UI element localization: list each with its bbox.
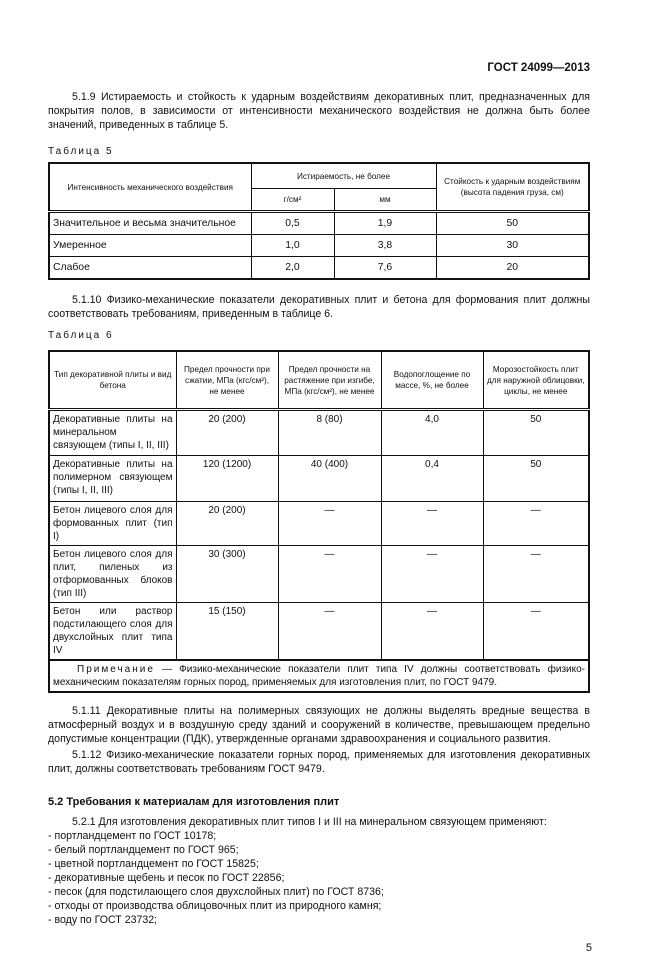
cell: 30 (300): [176, 546, 278, 603]
list-item: - отходы от производства облицовочных плит из природного камня;: [48, 900, 382, 912]
cell: Декоративные плиты на минеральном связующем (типы I, II, III): [49, 410, 176, 456]
cell: 15 (150): [176, 603, 278, 661]
cell: 0,5: [251, 212, 334, 235]
cell: 8 (80): [278, 410, 381, 456]
cell: —: [278, 502, 381, 546]
table-row: [49, 235, 589, 257]
table-row: [49, 257, 589, 280]
header-unit-mm: мм: [334, 189, 436, 212]
cell: 3,8: [334, 235, 436, 257]
header-bending: Предел прочности на растяжение при изгибе, МПа (кгс/см²), не менее: [278, 351, 381, 410]
header-frost-resistance: Морозостойкость плит для наружной облицовки, циклы, не менее: [483, 351, 589, 410]
header-water-absorption: Водопоглощение по массе, %, не более: [381, 351, 483, 410]
cell: Бетон или раствор подстилающего слоя для двухслойных плит типа IV: [49, 603, 176, 661]
paragraph-5-2-1: 5.2.1 Для изготовления декоративных плит типов I и III на минеральном связующем применяют:: [72, 816, 547, 828]
materials-list: [48, 829, 590, 927]
table-note-row: [49, 660, 589, 692]
cell: Значительное и весьма значительное: [49, 212, 251, 235]
table-5-label: Таблица 5: [48, 146, 114, 157]
paragraph-5-1-9: 5.1.9 Истираемость и стойкость к ударным воздействиям декоративных плит, предназначенных для покрытия полов, в зависимости от интенсивности механического воздействия не должна быть более значений, приведенных в таблице 5.: [48, 91, 590, 131]
document-id: ГОСТ 24099—2013: [487, 62, 590, 74]
cell: 50: [483, 410, 589, 456]
cell: 50: [483, 456, 589, 502]
header-impact: Стойкость к ударным воздействиям (высота падения груза, см): [436, 163, 589, 212]
note-label: Примечание: [77, 664, 155, 675]
cell: Бетон лицевого слоя для плит, пиленых из отформованных блоков (тип III): [49, 546, 176, 603]
cell: Слабое: [49, 257, 251, 280]
list-item: - портландцемент по ГОСТ 10178;: [48, 830, 217, 842]
table-row: [49, 410, 589, 456]
list-item: - песок (для подстилающего слоя двухслойных плит) по ГОСТ 8736;: [48, 886, 384, 898]
cell: Бетон лицевого слоя для формованных плит (тип I): [49, 502, 176, 546]
list-item: - цветной портландцемент по ГОСТ 15825;: [48, 858, 259, 870]
cell: 120 (1200): [176, 456, 278, 502]
cell: 50: [436, 212, 589, 235]
cell: 0,4: [381, 456, 483, 502]
cell: 2,0: [251, 257, 334, 280]
cell: 1,9: [334, 212, 436, 235]
table-row: [49, 546, 589, 603]
table-row: [49, 212, 589, 235]
cell: Умеренное: [49, 235, 251, 257]
paragraph-5-1-10: 5.1.10 Физико-механические показатели декоративных плит и бетона для формования плит должны соответствовать требованиям, приведенным в таблице 6.: [48, 294, 590, 320]
cell: Декоративные плиты на полимерном связующем (типы I, II, III): [49, 456, 176, 502]
cell: —: [381, 502, 483, 546]
list-item: - декоративные щебень и песок по ГОСТ 22856;: [48, 872, 285, 884]
paragraph-5-1-11: 5.1.11 Декоративные плиты на полимерных связующих не должны выделять вредные вещества в атмосферный воздух и в воздушную среду зданий и сооружений в количестве, превышающем предельно допустимые концентрации (ПДК), утвержденные органами здравоохранения и социального развития.: [48, 705, 590, 745]
cell: —: [483, 546, 589, 603]
cell: 7,6: [334, 257, 436, 280]
cell: 20 (200): [176, 502, 278, 546]
header-unit-gcm2: г/см²: [251, 189, 334, 212]
header-abrasion: Истираемость, не более: [251, 163, 436, 189]
cell: —: [483, 502, 589, 546]
cell: 40 (400): [278, 456, 381, 502]
cell: 20 (200): [176, 410, 278, 456]
cell: 30: [436, 235, 589, 257]
header-type: Тип декоративной плиты и вид бетона: [49, 351, 176, 410]
page-number: 5: [585, 942, 592, 954]
header-intensity: Интенсивность механического воздействия: [49, 163, 251, 212]
cell: 4,0: [381, 410, 483, 456]
table-row: [49, 456, 589, 502]
cell: —: [381, 546, 483, 603]
list-item: - белый портландцемент по ГОСТ 965;: [48, 844, 239, 856]
cell: 1,0: [251, 235, 334, 257]
cell: —: [278, 603, 381, 661]
table-row: [49, 502, 589, 546]
cell: 20: [436, 257, 589, 280]
table-5: [48, 162, 590, 280]
section-heading-5-2: 5.2 Требования к материалам для изготовления плит: [48, 796, 340, 808]
table-6-label: Таблица 6: [48, 330, 114, 341]
list-item: - воду по ГОСТ 23732;: [48, 914, 158, 926]
note-text: — Физико-механические показатели плит типа IV должны соответствовать физико-механическим показателям горных пород, применяемых для изготовления плит, по ГОСТ 9479.: [53, 664, 585, 688]
table-6: [48, 350, 590, 693]
cell: —: [483, 603, 589, 661]
cell: —: [381, 603, 483, 661]
cell: —: [278, 546, 381, 603]
paragraph-5-1-12: 5.1.12 Физико-механические показатели горных пород, применяемых для изготовления декоративных плит, должны соответствовать требованиям ГОСТ 9479.: [48, 749, 590, 775]
table-row: [49, 603, 589, 661]
header-compression: Предел прочности при сжатии, МПа (кгс/см²), не менее: [176, 351, 278, 410]
